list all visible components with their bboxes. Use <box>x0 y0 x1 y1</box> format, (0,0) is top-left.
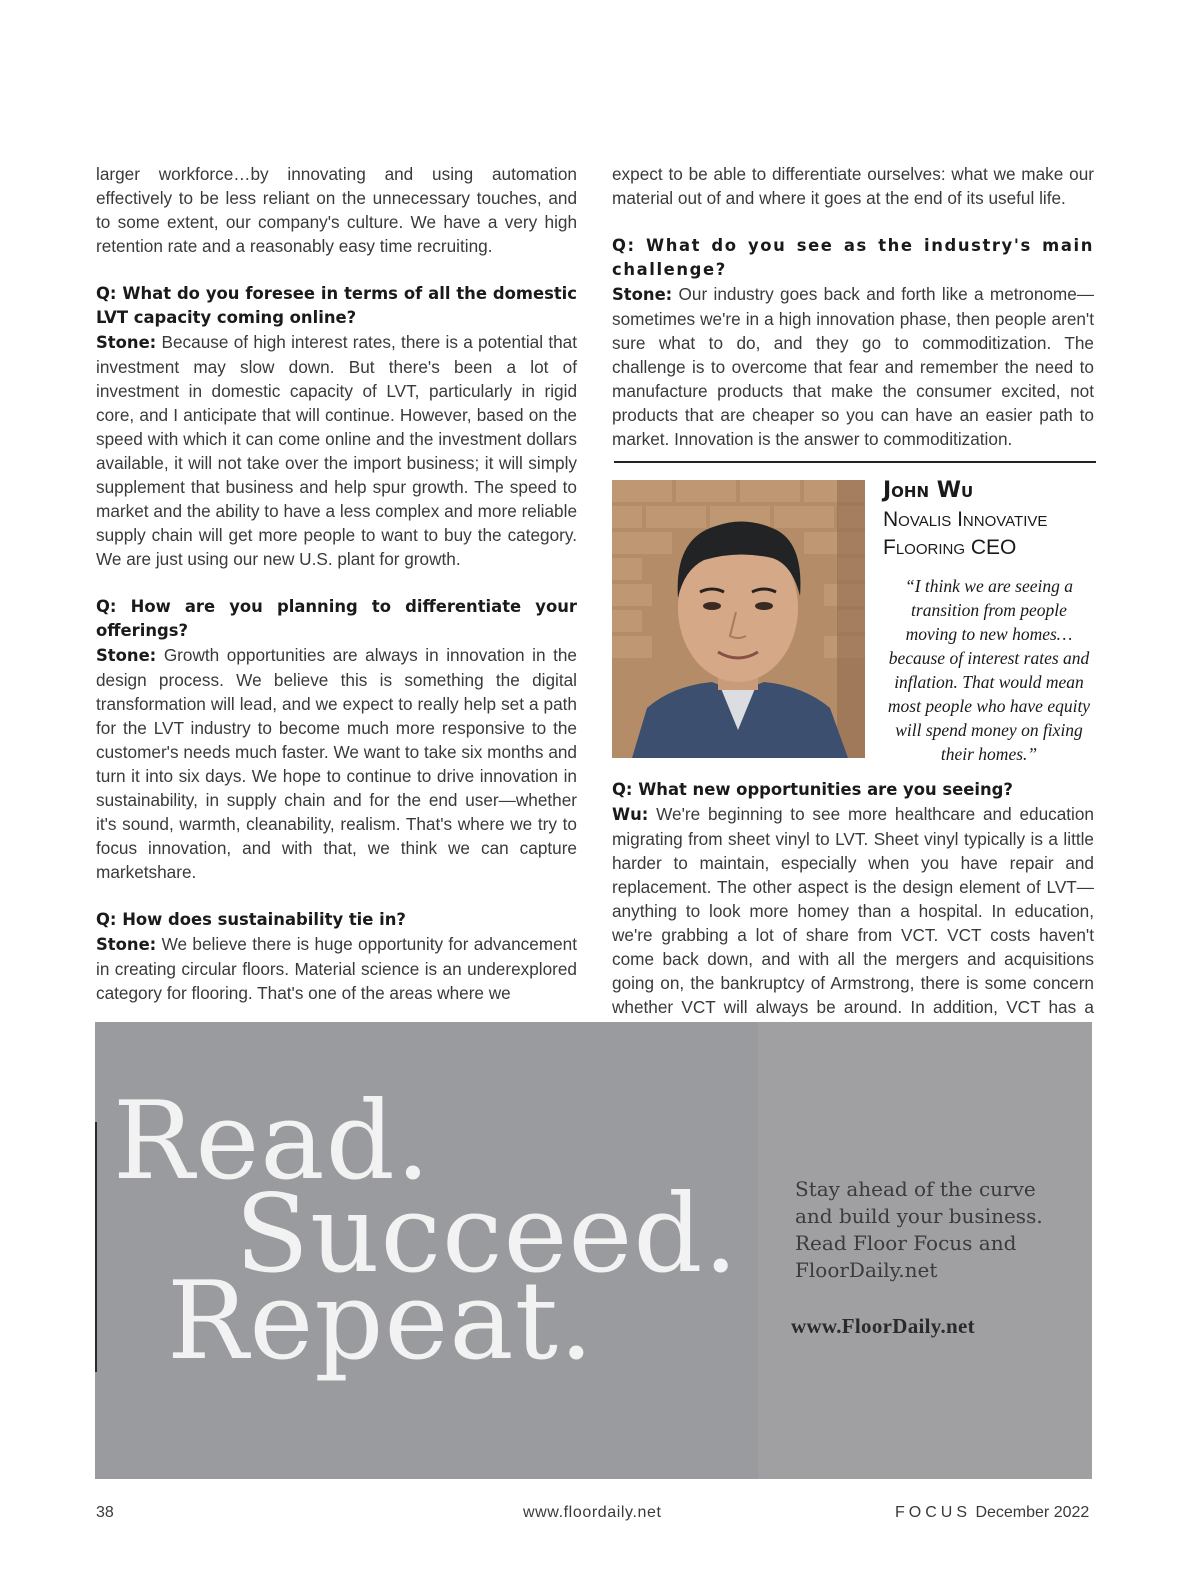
paragraph: expect to be able to differentiate ourselves: what we make our material out of and where it goes at the end of its useful life. <box>612 164 1094 208</box>
footer-site-url[interactable]: www.floordaily.net <box>523 1504 662 1521</box>
answer-paragraph <box>96 643 577 884</box>
speaker-label: Wu: <box>612 805 649 824</box>
footer-magazine-issue <box>895 1504 1089 1522</box>
ad-headline-read: Read. <box>113 1079 432 1204</box>
profile-card <box>883 478 1095 766</box>
magazine-name: FOCUS <box>895 1504 971 1521</box>
question-heading: Q: How are you planning to differentiate your offerings? <box>96 597 577 640</box>
answer-text: Because of high interest rates, there is a potential that investment may slow down. But there's been a lot of investment in domestic capacity of LVT, particularly in rigid core, and I anticipate that will continue. However, based on the speed with which it can come online and the investment dollars available, it will not take over the import business; it will simply supplement that business and help spur growth. The speed to market and the ability to have a less complex and more reliable supply chain will get more people to want to buy the category. We are just using our new U.S. plant for growth. <box>96 332 577 569</box>
speaker-label: Stone: <box>96 935 157 954</box>
profile-name: John Wu <box>883 478 974 503</box>
profile-title-line1: Novalis Innovative <box>883 508 1048 531</box>
question-heading: Q: What do you foresee in terms of all the domestic LVT capacity coming online? <box>96 284 577 327</box>
answer-text: We believe there is huge opportunity for advancement in creating circular floors. Material science is an underexplored category for flooring. That's one of the areas where we <box>96 934 577 1003</box>
answer-paragraph <box>612 282 1094 451</box>
answer-text: Our industry goes back and forth like a metronome—sometimes we're in a high innovation phase, then people aren't sure what to do, and they go to commoditization. The challenge is to overcome that fear and remember the need to manufacture products that make the consumer excited, not products that are cheaper so you can have an easier path to market. Innovation is the answer to commoditization. <box>612 284 1094 449</box>
page-number: 38 <box>96 1504 114 1521</box>
right-column-lower <box>612 778 1094 1043</box>
answer-paragraph <box>96 330 577 571</box>
question-heading: Q: What do you see as the industry's main challenge? <box>612 236 1094 279</box>
question-heading: Q: What new opportunities are you seeing? <box>612 780 1013 799</box>
issue-date: December 2022 <box>975 1504 1090 1521</box>
ad-accent-bar <box>95 1122 97 1372</box>
answer-text: Growth opportunities are always in innovation in the design process. We believe this is something the digital transformation will lead, and we expect to really help set a path for the LVT industry to become much more responsive to the customer's needs much faster. We want to take six months and turn it into six days. We hope to continue to drive innovation in sustainability, in supply chain and for the end user—whether it's sound, warmth, cleanability, realism. That's where we try to focus innovation, and with that, we think we can capture marketshare. <box>96 645 577 882</box>
ad-headline-repeat: Repeat. <box>167 1259 595 1384</box>
section-divider <box>614 461 1096 463</box>
advertisement-banner[interactable] <box>95 1022 1092 1479</box>
profile-title-line2: Flooring CEO <box>883 536 1017 559</box>
ad-tagline: Stay ahead of the curve and build your business. Read Floor Focus and FloorDaily.net <box>795 1177 1043 1282</box>
answer-paragraph <box>612 802 1094 1043</box>
pull-quote: “I think we are seeing a transition from people moving to new homes…because of interest rates and inflation. That would mean most people who have equity will spend money on fixing their homes.” <box>887 576 1091 764</box>
speaker-label: Stone: <box>612 285 673 304</box>
question-heading: Q: How does sustainability tie in? <box>96 910 406 929</box>
answer-paragraph <box>96 932 577 1005</box>
right-column <box>612 162 1094 451</box>
ad-url-link[interactable]: www.FloorDaily.net <box>791 1314 975 1338</box>
speaker-label: Stone: <box>96 646 157 665</box>
paragraph: larger workforce…by innovating and using automation effectively to be less reliant on the unnecessary touches, and to some extent, our company's culture. We have a very high retention rate and a reasonably easy time recruiting. <box>96 164 577 256</box>
left-column <box>96 162 577 1005</box>
portrait-photo <box>612 480 865 758</box>
answer-text: We're beginning to see more healthcare and education migrating from sheet vinyl to LVT. Sheet vinyl typically is a little harder to maintain, especially when you have repair and replacement. The other aspect is the design element of LVT—anything to look more homey than a hospital. In education, we're grabbing a lot of share from VCT. VCT costs haven't come back down, and with all the mergers and acquisitions going on, the bankruptcy of Armstrong, there is some concern whether VCT will always be around. In addition, VCT has a <box>612 804 1094 1017</box>
speaker-label: Stone: <box>96 333 157 352</box>
ad-headline-succeed: Succeed. <box>235 1172 739 1297</box>
